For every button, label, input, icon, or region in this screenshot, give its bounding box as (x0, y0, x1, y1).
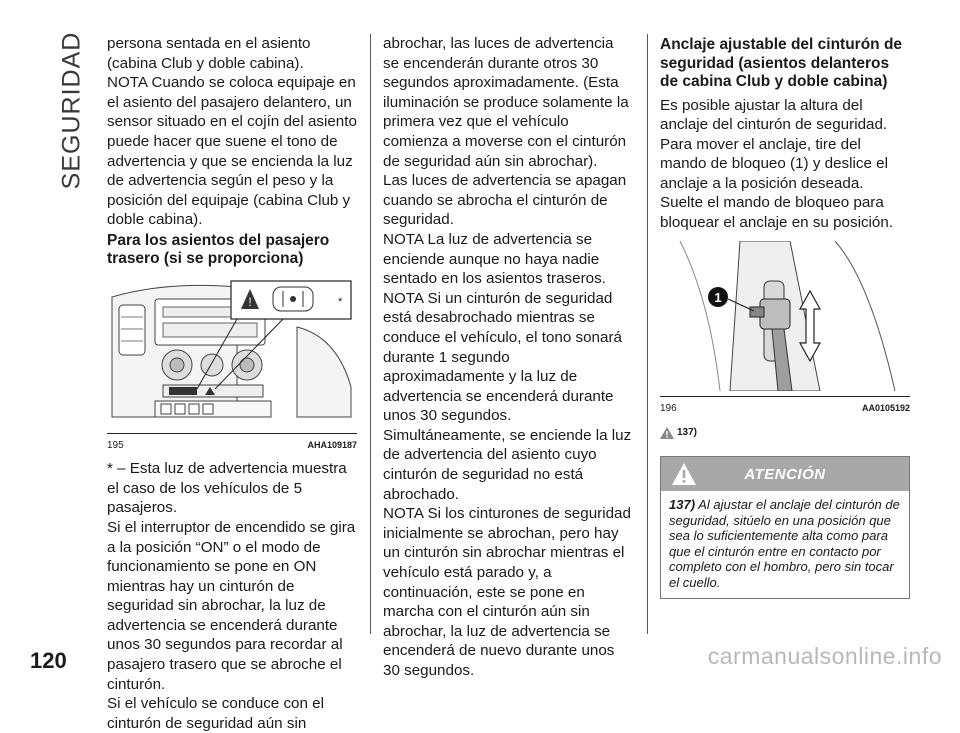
callout-number: 1 (714, 289, 722, 305)
warning-text: Al ajustar el anclaje del cinturón de seguridad, sitúelo en una posición que sea lo suficientemente alta como para que el cinturón entre en contacto por completo con el hombro, pero sin tocar el cuello. (669, 497, 900, 590)
figure-dashboard (107, 277, 357, 434)
paragraph: NOTA Si un cinturón de seguridad está desabrochado mientras se conduce el vehículo, el tono sonará durante 1 segundo aproximadamente y la luz de advertencia se encenderá durante unos 30 segundos. Simultáneamente, se enciende la luz de advertencia del asiento cuyo cinturón de seguridad no está abrochado. (383, 289, 632, 503)
figure-number: 195 (107, 439, 124, 451)
paragraph: Las luces de advertencia se apagan cuando se abrocha el cinturón de seguridad. (383, 172, 627, 229)
asterisk-mark: * (338, 295, 343, 308)
paragraph: * – Esta luz de advertencia muestra el caso de los vehículos de 5 pasajeros. (107, 460, 347, 517)
paragraph: NOTA Cuando se coloca equipaje en el asiento del pasajero delantero, un sensor situado en el cojín del asiento puede hacer que suene el tono de advertencia y que se encienda la luz de advertencia según el peso y la posición del equipaje (cabina Club y doble cabina). (107, 74, 357, 229)
warning-triangle-icon (660, 427, 674, 439)
warning-header (661, 457, 909, 491)
figure-code: AHA109187 (307, 439, 357, 450)
column-divider (370, 34, 371, 634)
paragraph: NOTA Si los cinturones de seguridad inicialmente se abrochan, pero hay un cinturón sin abrochar mientras el vehículo está parado y, a continuación, este se pone en marcha con el cinturón aún sin abrochar, la luz de advertencia se encenderá de nuevo durante unos 30 segundos. (383, 505, 631, 679)
figure-caption (107, 436, 357, 456)
figure-number: 196 (660, 403, 677, 415)
paragraph: NOTA La luz de advertencia se enciende aunque no haya nadie sentado en los asientos traseros. (383, 230, 606, 288)
figure-belt-anchor (660, 241, 910, 398)
section-heading: Anclaje ajustable del cinturón de seguridad (asientos delanteros de cabina Club y doble cabina) (660, 36, 903, 90)
figure-code: AA0105192 (861, 403, 910, 414)
paragraph: Es posible ajustar la altura del anclaje del cinturón de seguridad. Para mover el anclaje, tire del mando de bloqueo (1) y deslice el anclaje a la posición deseada. Suelte el mando de bloqueo para bloquear el anclaje en su posición. (660, 96, 894, 232)
belt-anchor-illustration (660, 241, 910, 391)
warning-number: 137) (669, 497, 696, 513)
column-2 (383, 34, 633, 681)
paragraph: abrochar, las luces de advertencia se encenderán durante otros 30 segundos aproximadamente. (Esta iluminación se produce solamente la primera vez que el vehículo comienza a moverse con el cinturón de seguridad aún sin abrochar). (383, 35, 629, 170)
section-tab: SEGURIDAD (57, 31, 86, 189)
paragraph: Si el vehículo se conduce con el cinturón de seguridad aún sin (107, 695, 324, 732)
section-heading: Para los asientos del pasajero trasero (si se proporciona) (107, 231, 330, 268)
svg-text:!: ! (248, 294, 252, 309)
column-3 (660, 34, 910, 599)
figure-caption (660, 399, 910, 419)
column-1 (107, 34, 357, 733)
warning-title: ATENCIÓN (744, 465, 826, 483)
paragraph: Si el interruptor de encendido se gira a la posición “ON” o el modo de funcionamiento se pone en ON mientras hay un cinturón de seguridad sin abrochar, la luz de advertencia se encenderá durante unos 30 segundos para recordar al pasajero trasero que se abroche el cinturón. (107, 518, 356, 693)
warning-box (660, 456, 910, 599)
watermark: carmanualsonline.info (707, 643, 942, 669)
warning-reference: 137) (660, 423, 910, 443)
column-divider (647, 34, 648, 634)
paragraph: persona sentada en el asiento (cabina Club y doble cabina). (107, 35, 311, 72)
dashboard-illustration (107, 277, 357, 427)
page-number: 120 (30, 648, 67, 673)
warning-body (661, 491, 909, 598)
